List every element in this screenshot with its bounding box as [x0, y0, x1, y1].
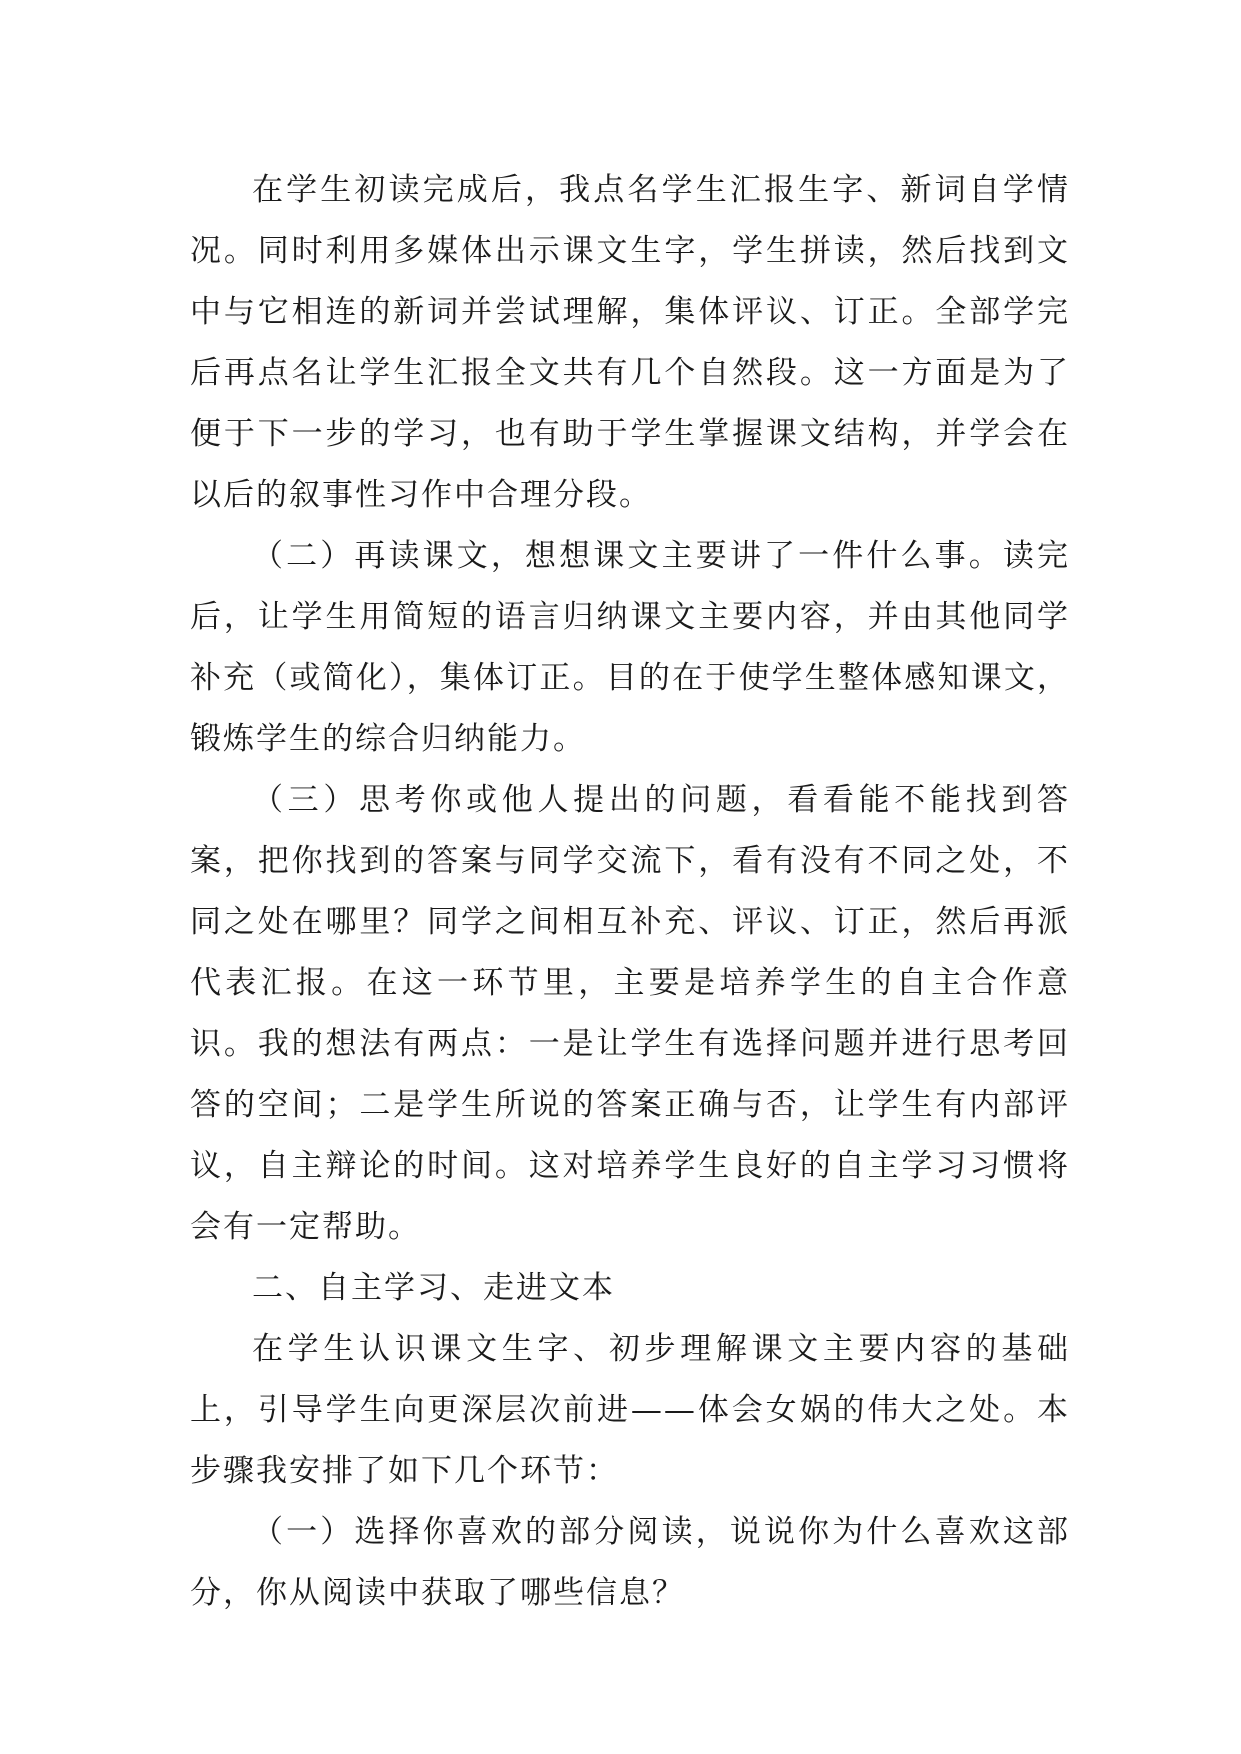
paragraph-second-reading: （二）再读课文，想想课文主要讲了一件什么事。读完后，让学生用简短的语言归纳课文主要内容，并由其他同学补充（或简化），集体订正。目的在于使学生整体感知课文，锻炼学生的综合归纳能力。 [190, 538, 1070, 757]
paragraph-choose-favorite-part: （一）选择你喜欢的部分阅读，说说你为什么喜欢这部分，你从阅读中获取了哪些信息？ [190, 1514, 1070, 1611]
paragraph-initial-reading-report: 在学生初读完成后，我点名学生汇报生字、新词自学情况。同时利用多媒体出示课文生字，学生拼读，然后找到文中与它相连的新词并尝试理解，集体评议、订正。全部学完后再点名让学生汇报全文共有几个自然段。这一方面是为了便于下一步的学习，也有助于学生掌握课文结构，并学会在以后的叙事性习作中合理分段。 [190, 172, 1070, 513]
section-heading-self-study: 二、自主学习、走进文本 [252, 1270, 615, 1306]
paragraph-deeper-understanding: 在学生认识课文生字、初步理解课文主要内容的基础上，引导学生向更深层次前进——体会女娲的伟大之处。本步骤我安排了如下几个环节： [190, 1331, 1070, 1489]
document-body [190, 160, 1070, 1624]
paragraph-think-questions: （三）思考你或他人提出的问题，看看能不能找到答案，把你找到的答案与同学交流下，看有没有不同之处，不同之处在哪里？同学之间相互补充、评议、订正，然后再派代表汇报。在这一环节里，主要是培养学生的自主合作意识。我的想法有两点：一是让学生有选择问题并进行思考回答的空间；二是学生所说的答案正确与否，让学生有内部评议，自主辩论的时间。这对培养学生良好的自主学习习惯将会有一定帮助。 [190, 782, 1070, 1245]
